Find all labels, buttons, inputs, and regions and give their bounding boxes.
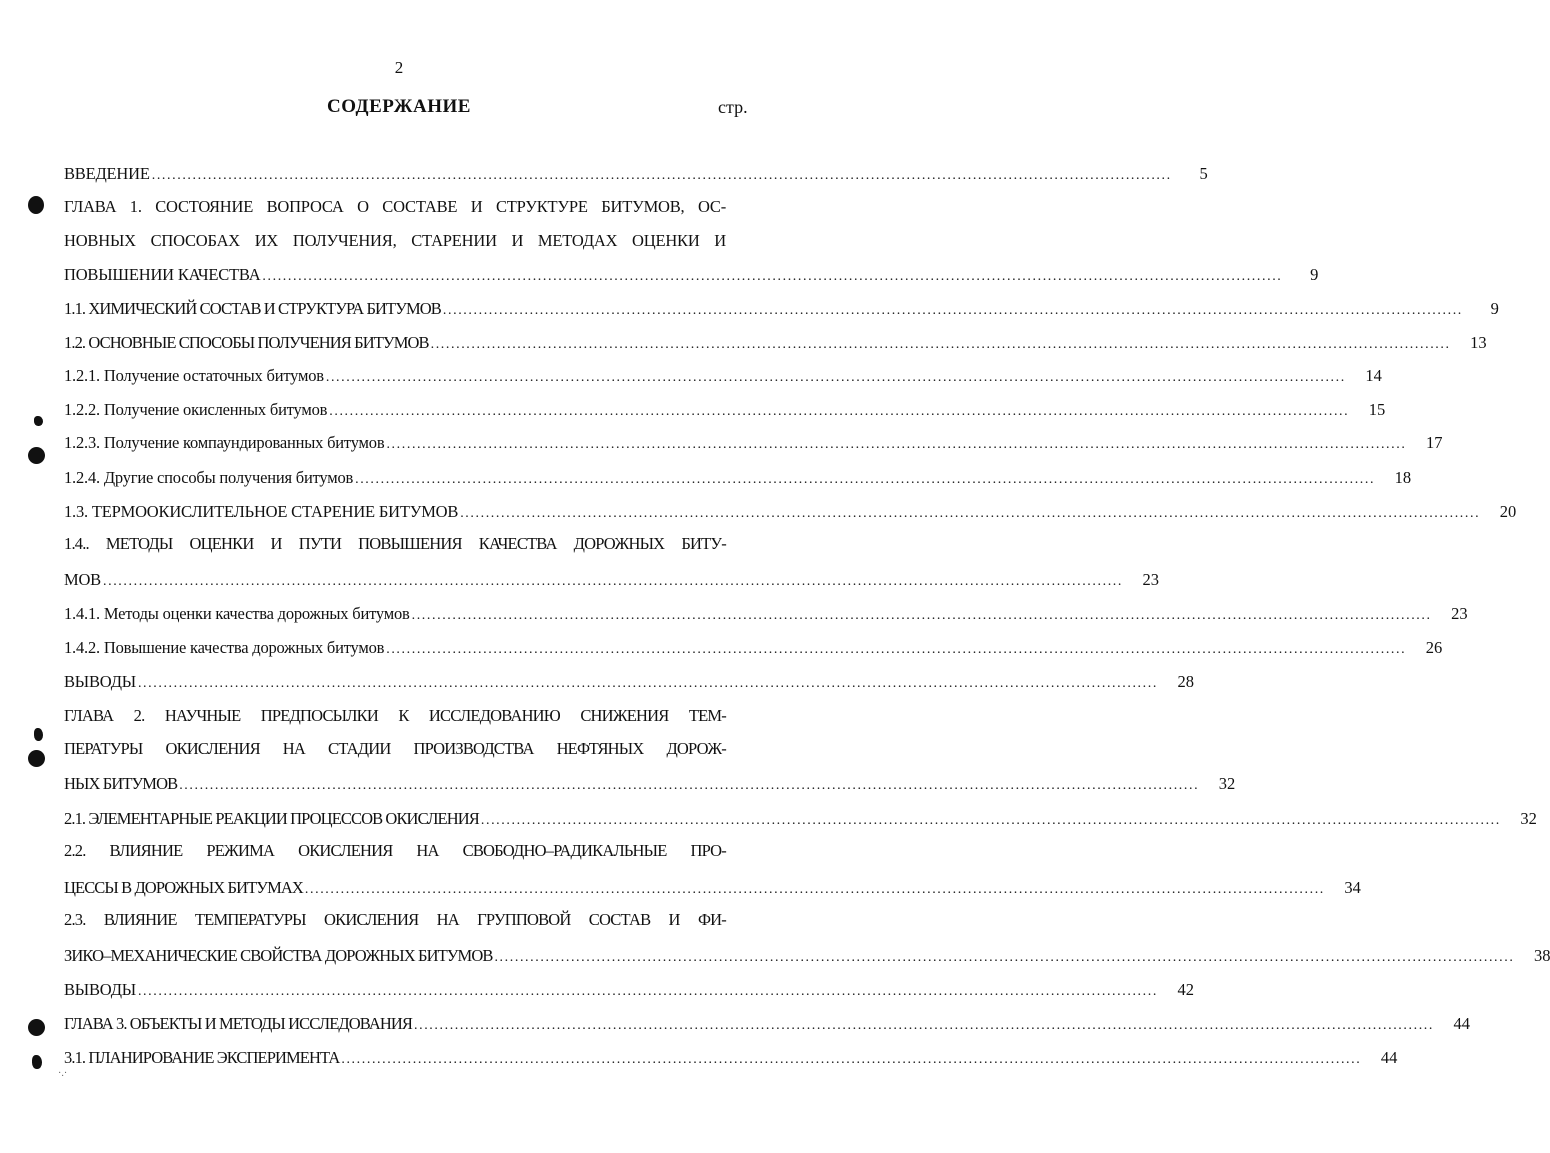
toc-entry-page: 15 (1368, 400, 1386, 419)
toc-entry-1-2[interactable] (64, 329, 1487, 353)
toc-entry-2-1[interactable] (64, 805, 1537, 829)
ink-blot-mark (34, 728, 43, 741)
punch-hole-mark (28, 447, 45, 464)
toc-entry-introduction[interactable] (64, 160, 1208, 184)
toc-entry-text: ВЫВОДЫ (64, 672, 136, 691)
toc-entry-page: 13 (1470, 333, 1487, 352)
leader-dots: ........................................................................................................................................................................................................ (262, 269, 1283, 284)
leader-dots: ........................................................................................................................................................................................................ (480, 813, 1501, 828)
toc-entry-text: 1.1. ХИМИЧЕСКИЙ СОСТАВ И СТРУКТУРА БИТУМОВ (64, 299, 441, 318)
leader-dots: ........................................................................................................................................................................................................ (386, 437, 1407, 452)
toc-entry-1-2-2[interactable] (64, 396, 1386, 420)
toc-entry-text: 1.2.4. Другие способы получения битумов (64, 468, 354, 487)
toc-entry-text: ЗИКО–МЕХАНИЧЕСКИЕ СВОЙСТВА ДОРОЖНЫХ БИТУМОВ (64, 946, 493, 965)
toc-entry-3-1[interactable] (64, 1044, 1398, 1068)
toc-entry-1-4-1[interactable] (64, 600, 1468, 624)
leader-dots: ........................................................................................................................................................................................................ (137, 984, 1158, 999)
leader-dots: ........................................................................................................................................................................................................ (304, 882, 1325, 897)
toc-entry-page: 42 (1177, 980, 1194, 999)
leader-dots: ........................................................................................................................................................................................................ (137, 676, 1158, 691)
leader-dots: ........................................................................................................................................................................................................ (325, 370, 1346, 385)
toc-entry-chapter-1-line-1: ГЛАВА 1. СОСТОЯНИЕ ВОПРОСА О СОСТАВЕ И СТРУКТУРЕ БИТУМОВ, ОС- (64, 197, 726, 216)
toc-entry-chapter-2[interactable] (64, 770, 1236, 794)
punch-hole-mark (28, 1019, 45, 1036)
leader-dots: ........................................................................................................................................................................................................ (151, 168, 1172, 183)
toc-entry-page: 18 (1394, 468, 1412, 487)
toc-entry-text: ВВЕДЕНИЕ (64, 164, 150, 183)
toc-entry-1-4-line-1: 1.4.. МЕТОДЫ ОЦЕНКИ И ПУТИ ПОВЫШЕНИЯ КАЧЕСТВА ДОРОЖНЫХ БИТУ- (64, 534, 726, 553)
toc-entry-text: 2.1. ЭЛЕМЕНТАРНЫЕ РЕАКЦИИ ПРОЦЕССОВ ОКИСЛЕНИЯ (64, 809, 479, 828)
toc-entry-text: 3.1. ПЛАНИРОВАНИЕ ЭКСПЕРИМЕНТА (64, 1048, 340, 1067)
toc-entry-2-2-line-1: 2.2. ВЛИЯНИЕ РЕЖИМА ОКИСЛЕНИЯ НА СВОБОДНО–РАДИКАЛЬНЫЕ ПРО- (64, 841, 726, 860)
leader-dots: ........................................................................................................................................................................................................ (414, 1018, 1434, 1033)
toc-entry-chapter-3[interactable] (64, 1010, 1470, 1034)
toc-entry-page: 44 (1380, 1048, 1398, 1067)
toc-entry-page: 44 (1453, 1014, 1470, 1033)
toc-entry-1-4-2[interactable] (64, 634, 1443, 658)
toc-entry-2-2[interactable] (64, 874, 1361, 898)
toc-entry-chapter-2-line-2: ПЕРАТУРЫ ОКИСЛЕНИЯ НА СТАДИИ ПРОИЗВОДСТВА НЕФТЯНЫХ ДОРОЖ- (64, 739, 726, 758)
scan-speck: ·.· (58, 1068, 68, 1079)
toc-entry-1-2-3[interactable] (64, 429, 1443, 453)
leader-dots: ........................................................................................................................................................................................................ (355, 472, 1376, 487)
page-number: 2 (394, 58, 404, 77)
leader-dots: ........................................................................................................................................................................................................ (179, 778, 1200, 793)
punch-hole-mark (28, 196, 44, 214)
toc-entry-page: 9 (1310, 265, 1319, 284)
toc-entry-text: НЫХ БИТУМОВ (64, 774, 178, 793)
toc-entry-page: 38 (1533, 946, 1550, 965)
leader-dots: ........................................................................................................................................................................................................ (341, 1052, 1362, 1067)
toc-entry-text: 1.2. ОСНОВНЫЕ СПОСОБЫ ПОЛУЧЕНИЯ БИТУМОВ (64, 333, 429, 352)
leader-dots: ........................................................................................................................................................................................................ (430, 337, 1451, 352)
ink-blot-mark (32, 1055, 42, 1069)
toc-entry-conclusions-1[interactable] (64, 668, 1194, 692)
toc-entry-page: 28 (1177, 672, 1194, 691)
leader-dots: ........................................................................................................................................................................................................ (411, 608, 1432, 623)
toc-entry-page: 9 (1490, 299, 1499, 318)
toc-entry-page: 23 (1142, 570, 1159, 589)
toc-entry-text: ГЛАВА 3. ОБЪЕКТЫ И МЕТОДЫ ИССЛЕДОВАНИЯ (64, 1014, 412, 1033)
toc-entry-text: 1.2.1. Получение остаточных битумов (64, 366, 324, 385)
ink-blot-mark (34, 416, 43, 426)
toc-entry-1-4[interactable] (64, 566, 1159, 590)
punch-hole-mark (28, 750, 45, 767)
toc-entry-chapter-1-line-2: НОВНЫХ СПОСОБАХ ИХ ПОЛУЧЕНИЯ, СТАРЕНИИ И МЕТОДАХ ОЦЕНКИ И (64, 231, 726, 250)
toc-entry-text: 1.4.1. Методы оценки качества дорожных битумов (64, 604, 410, 623)
toc-entry-text: 1.2.3. Получение компаундированных битумов (64, 433, 385, 452)
page-title: СОДЕРЖАНИЕ (327, 96, 471, 117)
leader-dots: ........................................................................................................................................................................................................ (386, 642, 1407, 657)
toc-entry-page: 5 (1199, 164, 1208, 183)
toc-entry-page: 20 (1499, 502, 1517, 521)
toc-entry-1-1[interactable] (64, 295, 1499, 319)
leader-dots: ........................................................................................................................................................................................................ (442, 303, 1463, 318)
toc-entry-text: 1.2.2. Получение окисленных битумов (64, 400, 328, 419)
toc-entry-page: 23 (1451, 604, 1468, 623)
leader-dots: ........................................................................................................................................................................................................ (103, 574, 1123, 589)
toc-entry-page: 26 (1425, 638, 1443, 657)
leader-dots: ........................................................................................................................................................................................................ (329, 404, 1350, 419)
toc-entry-1-2-1[interactable] (64, 362, 1382, 386)
toc-entry-page: 34 (1344, 878, 1361, 897)
toc-entry-text: 1.3. ТЕРМООКИСЛИТЕЛЬНОЕ СТАРЕНИЕ БИТУМОВ (64, 502, 459, 521)
toc-entry-text: ВЫВОДЫ (64, 980, 136, 999)
toc-entry-text: МОВ (64, 570, 101, 589)
toc-entry-1-3[interactable] (64, 498, 1517, 522)
toc-entry-text: ПОВЫШЕНИИ КАЧЕСТВА (64, 265, 261, 284)
leader-dots: ........................................................................................................................................................................................................ (460, 506, 1481, 521)
toc-entry-chapter-2-line-1: ГЛАВА 2. НАУЧНЫЕ ПРЕДПОСЫЛКИ К ИССЛЕДОВАНИЮ СНИЖЕНИЯ ТЕМ- (64, 706, 726, 725)
toc-entry-page: 14 (1365, 366, 1382, 385)
toc-entry-page: 32 (1520, 809, 1537, 828)
toc-entry-text: 1.4.2. Повышение качества дорожных битумов (64, 638, 385, 657)
leader-dots: ........................................................................................................................................................................................................ (494, 950, 1515, 965)
toc-entry-chapter-1[interactable] (64, 261, 1319, 285)
toc-entry-page: 32 (1218, 774, 1236, 793)
toc-entry-2-3-line-1: 2.3. ВЛИЯНИЕ ТЕМПЕРАТУРЫ ОКИСЛЕНИЯ НА ГРУППОВОЙ СОСТАВ И ФИ- (64, 910, 726, 929)
toc-entry-text: ЦЕССЫ В ДОРОЖНЫХ БИТУМАХ (64, 878, 303, 897)
toc-entry-2-3[interactable] (64, 942, 1550, 966)
toc-entry-page: 17 (1425, 433, 1443, 452)
toc-entry-conclusions-2[interactable] (64, 976, 1194, 1000)
toc-entry-1-2-4[interactable] (64, 464, 1412, 488)
page-column-header: стр. (718, 97, 748, 117)
